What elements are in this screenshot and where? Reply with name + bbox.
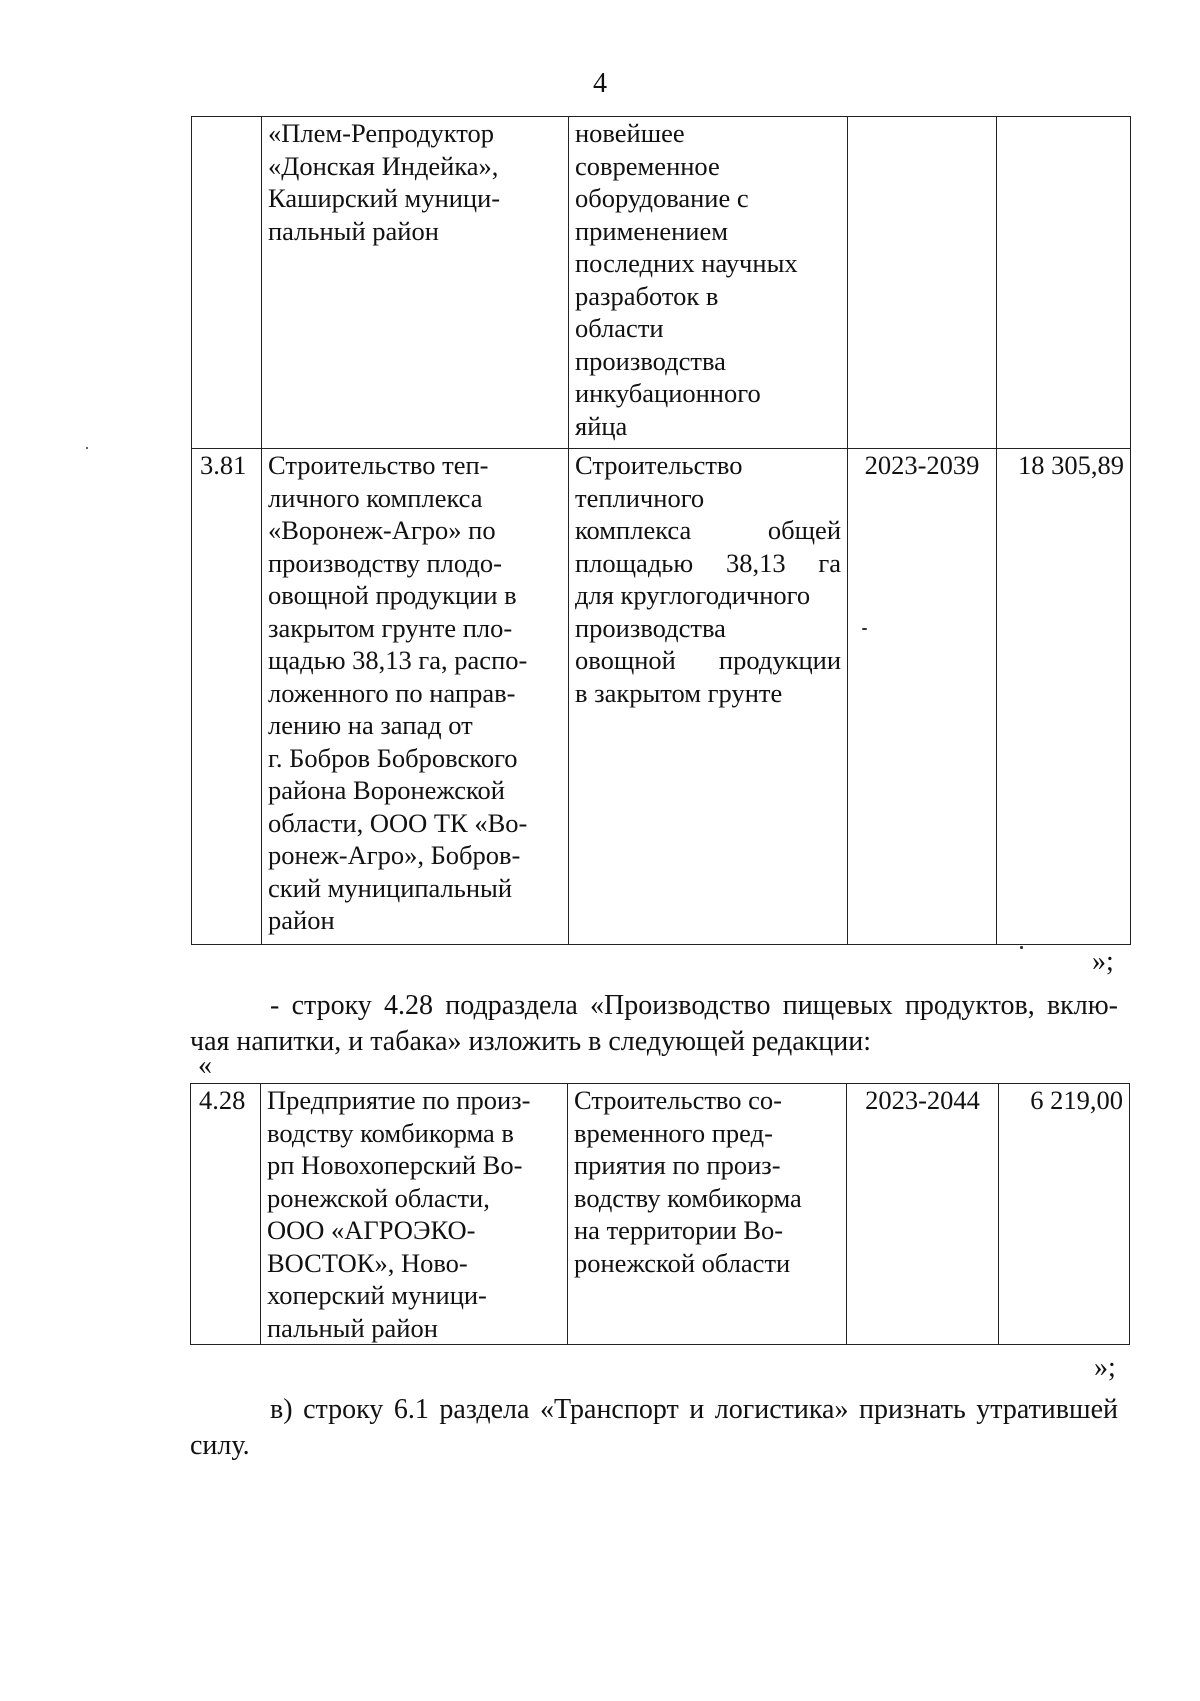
text-line: пальный район [268, 215, 439, 246]
text-line: - строку 4.28 подраздела «Производство пищевых продуктов, вклю- [270, 990, 1118, 1021]
table-continuation [191, 116, 1131, 945]
paragraph-section-6-1 [190, 1392, 1118, 1464]
text-line: района Воронежской [268, 775, 505, 805]
object-cell [262, 117, 569, 449]
text-line: закрытом грунте пло- [268, 612, 513, 643]
text-line: в) строку 6.1 раздела «Транспорт и логистика» признать утратившей [270, 1394, 1118, 1425]
scan-speck [86, 447, 88, 449]
text-line: хоперский муници- [267, 1280, 487, 1310]
text-line: рп Новохоперский Во- [267, 1150, 523, 1180]
text-line: области, ООО ТК «Во- [268, 807, 528, 838]
table-row-4-28 [190, 1083, 1130, 1345]
text-line: области [575, 313, 664, 343]
description-cell [569, 117, 848, 449]
text-line: ский муниципальный [268, 872, 513, 903]
row-number-cell: 4.28 [191, 1084, 261, 1345]
amount-cell: 18 305,89 [997, 449, 1131, 945]
text-line: в закрытом грунте [575, 677, 783, 708]
text-line: производства [575, 612, 726, 643]
description-text [575, 117, 841, 442]
object-cell [262, 449, 569, 945]
text-line: площадью 38,13 га [575, 547, 841, 578]
text-line: временного пред- [574, 1117, 773, 1148]
text-line: производству плодо- [268, 547, 502, 578]
text-line: тепличного [575, 482, 705, 513]
text-line: район [268, 905, 335, 935]
paragraph-amendment-4-28 [190, 988, 1118, 1060]
text-line: ронежской области, [267, 1182, 490, 1213]
text-line: силу. [190, 1430, 250, 1461]
text-line: ронеж-Агро», Бобров- [268, 840, 521, 870]
text-line: овощной продукции в [268, 580, 517, 610]
period-cell: 2023-2044 [847, 1084, 999, 1345]
text-line: овощной продукции [575, 645, 841, 675]
description-text [575, 449, 841, 709]
opening-quote: « [198, 1050, 212, 1081]
description-cell [568, 1084, 847, 1345]
text-line: комплекса общей [575, 515, 841, 545]
text-line: ООО «АГРОЭКО- [267, 1215, 476, 1245]
text-line: «Воронеж-Агро» по [268, 515, 496, 545]
text-line: разработок в [575, 280, 719, 311]
text-line: современное [575, 150, 720, 181]
row-number-cell [192, 117, 262, 449]
row-number-cell: 3.81 [192, 449, 262, 945]
text-line: приятия по произ- [574, 1150, 781, 1180]
amount-cell: 6 219,00 [999, 1084, 1130, 1345]
text-line: яйца [575, 410, 628, 441]
text-line: «Донская Индейка», [268, 150, 499, 181]
table-row [192, 449, 1131, 945]
description-text [574, 1084, 840, 1279]
scan-speck [1020, 946, 1023, 949]
text-line: «Плем-Репродуктор [268, 118, 495, 148]
text-line: Строительство теп- [268, 450, 489, 480]
text-line: личного комплекса [268, 482, 483, 513]
closing-quote-2: »; [1094, 1352, 1116, 1383]
page-number: 4 [593, 68, 607, 99]
text-line: новейшее [575, 118, 685, 148]
amount-cell [997, 117, 1131, 449]
text-line: производства [575, 345, 726, 376]
table-row [192, 117, 1131, 449]
table-row [191, 1084, 1130, 1345]
text-line: для круглогодичного [575, 580, 811, 610]
text-line: Каширский муници- [268, 183, 501, 213]
object-text [268, 449, 562, 937]
text-line: Строительство [575, 450, 743, 480]
text-line: инкубационного [575, 378, 761, 408]
period-cell [848, 117, 997, 449]
text-line: ронежской области [574, 1247, 791, 1278]
text-line: ВОСТОК», Ново- [267, 1247, 468, 1278]
text-line: применением [575, 215, 728, 246]
text-line: ложенного по направ- [268, 677, 516, 708]
text-line: на территории Во- [574, 1215, 784, 1245]
text-line: последних научных [575, 248, 798, 278]
text-line: Строительство со- [574, 1085, 782, 1115]
text-line: пальный район [267, 1312, 438, 1343]
text-line: г. Бобров Бобровского [268, 742, 518, 773]
text-line: лению на запад от [268, 710, 473, 740]
closing-quote-1: »; [1092, 946, 1114, 977]
description-cell [569, 449, 848, 945]
object-text [268, 117, 562, 247]
text-line: водству комбикорма [574, 1182, 802, 1213]
text-line: щадью 38,13 га, распо- [268, 645, 528, 675]
text-line: водству комбикорма в [267, 1117, 514, 1148]
object-cell [261, 1084, 568, 1345]
text-line: оборудование с [575, 183, 749, 213]
scan-speck [862, 628, 867, 630]
text-line: Предприятие по произ- [267, 1085, 531, 1115]
period-cell: 2023-2039 [848, 449, 997, 945]
object-text [267, 1084, 561, 1344]
text-line: чая напитки, и табака» изложить в следующей редакции: [190, 1026, 872, 1057]
